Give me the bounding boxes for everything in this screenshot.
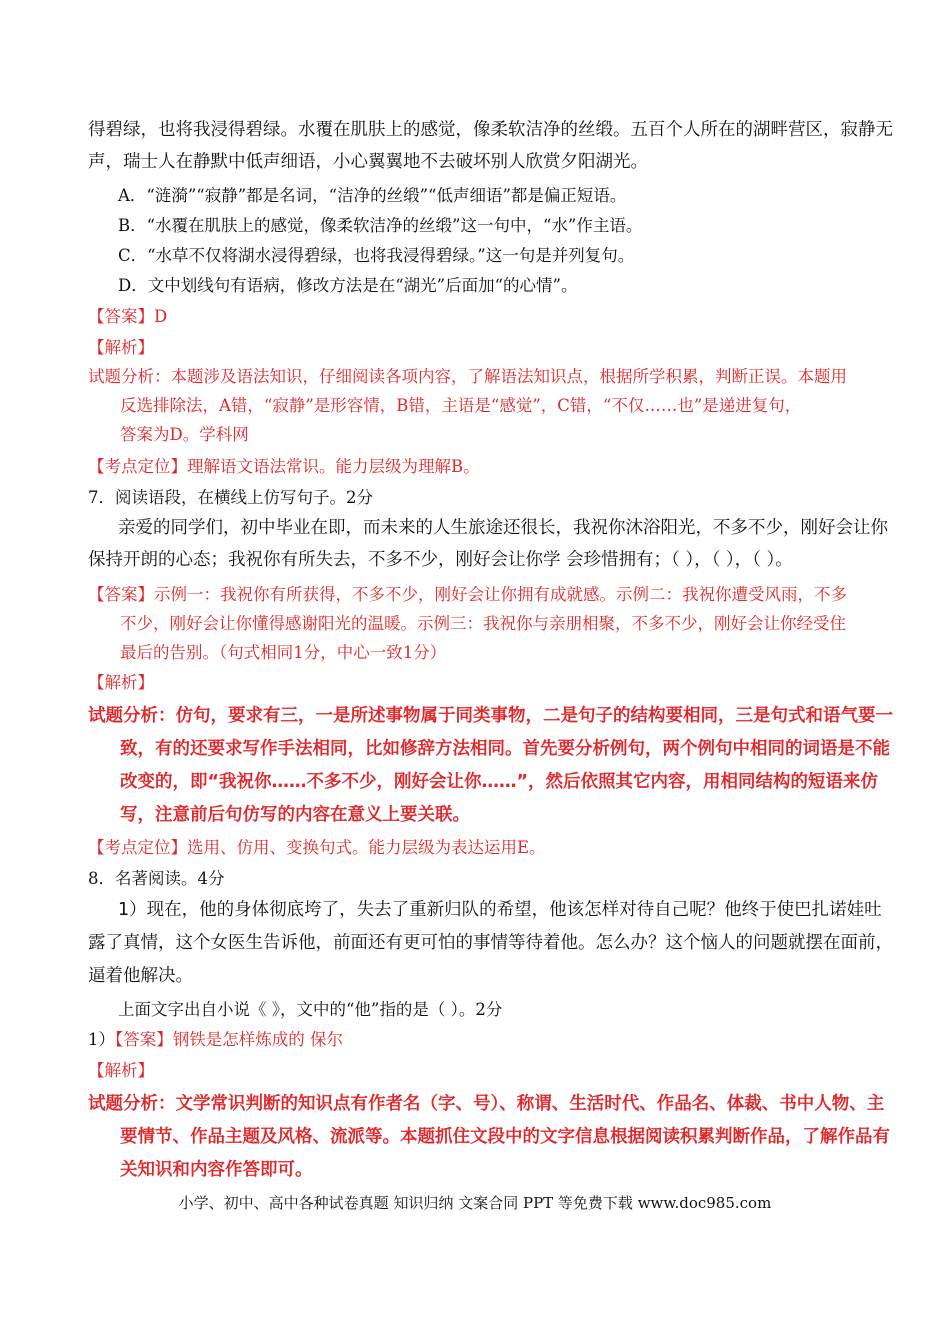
option-a: A．“涟漪”“寂静”都是名词，“洁净的丝缎”“低声细语”都是偏正短语。 [118, 186, 627, 205]
answer-block [88, 581, 870, 605]
answer-tag: 【答案】 [88, 307, 154, 326]
answer-line: 最后的告别。（句式相同1分，中心一致1分） [120, 643, 447, 662]
answer-block [88, 1026, 870, 1050]
analysis-line: 试题分析：文学常识判断的知识点有作者名（字、号）、称谓、生活时代、作品名、体裁、书中人物、主 [88, 1094, 885, 1114]
option-d: D．文中划线句有语病，修改方法是在“湖光”后面加“的心情”。 [118, 276, 578, 295]
analysis-line: 试题分析：本题涉及语法知识，仔细阅读各项内容，了解语法知识点，根据所学积累，判断正误。本题用 [88, 367, 847, 386]
answer-text: 钢铁是怎样炼成的 保尔 [172, 1030, 343, 1049]
passage-line: 逼着他解决。 [88, 966, 193, 986]
analysis-line: 改变的，即“我祝你……不多不少，刚好会让你……”，然后依照其它内容，用相同结构的短语来仿 [120, 772, 878, 792]
question-title: 7．阅读语段，在横线上仿写句子。2分 [88, 488, 373, 507]
passage-line: 1）现在，他的身体彻底垮了，失去了重新归队的希望，他该怎样对待自己呢？他终于使巴扎诺娃吐 [118, 900, 882, 920]
answer-tag: 【答案】 [115, 1030, 173, 1049]
analysis-line: 反选排除法，A错，“寂静”是形容情，B错，主语是“感觉”，C错，“不仅……也”是递进复句， [120, 396, 802, 415]
passage-line: 露了真情，这个女医生告诉他，前面还有更可怕的事情等待着他。怎么办？这个恼人的问题就摆在面前， [88, 933, 893, 953]
option-c: C．“水草不仅将湖水浸得碧绿，也将我浸得碧绿。”这一句是并列复句。 [118, 246, 635, 265]
answer-block [88, 303, 870, 327]
point-block [88, 834, 870, 858]
page-footer: 小学、初中、高中各种试卷真题 知识归纳 文案合同 PPT 等免费下载 www.doc985.com [178, 1194, 772, 1212]
analysis-line: 答案为D。学科网 [120, 425, 249, 444]
question-text: 上面文字出自小说《 》，文中的“他”指的是（ ）。2分 [118, 1000, 503, 1019]
question-title: 8．名著阅读。4分 [88, 869, 225, 888]
point-tag: 【考点定位】 [88, 457, 187, 476]
answer-tag: 【答案】 [88, 585, 154, 604]
answer-prefix: 1） [88, 1030, 115, 1049]
analysis-line: 试题分析：仿句，要求有三，一是所述事物属于同类事物，二是句子的结构要相同，三是句式和语气要一 [88, 706, 893, 726]
option-b: B．“水覆在肌肤上的感觉，像柔软洁净的丝缎”这一句中，“水”作主语。 [118, 216, 643, 235]
point-block [88, 453, 870, 477]
analysis-line: 关知识和内容作答即可。 [120, 1160, 313, 1180]
answer-text: 示例一：我祝你有所获得，不多不少，刚好会让你拥有成就感。示例二：我祝你遭受风雨，不多 [154, 585, 847, 604]
point-text: 选用、仿用、变换句式。能力层级为表达运用E。 [187, 838, 546, 857]
point-text: 理解语文语法常识。能力层级为理解B。 [187, 457, 480, 476]
analysis-tag: 【解析】 [88, 673, 154, 692]
passage-line: 保持开朗的心态；我祝你有所失去，不多不少，刚好会让你学 会珍惜拥有；（ ），（ ），（ ）。 [88, 550, 793, 570]
point-tag: 【考点定位】 [88, 838, 187, 857]
analysis-tag: 【解析】 [88, 1061, 154, 1080]
analysis-line: 写，注意前后句仿写的内容在意义上要关联。 [120, 805, 470, 825]
passage-line: 得碧绿，也将我浸得碧绿。水覆在肌肤上的感觉，像柔软洁净的丝缎。五百个人所在的湖畔营区，寂静无 [88, 120, 893, 140]
analysis-line: 要情节、作品主题及风格、流派等。本题抓住文段中的文字信息根据阅读积累判断作品，了解作品有 [120, 1127, 890, 1147]
answer-line: 不少，刚好会让你懂得感谢阳光的温暖。示例三：我祝你与亲朋相聚，不多不少，刚好会让你经受住 [120, 614, 846, 633]
answer-text: D [154, 307, 168, 326]
passage-line: 声，瑞士人在静默中低声细语，小心翼翼地不去破坏别人欣赏夕阳湖光。 [88, 152, 648, 172]
analysis-tag: 【解析】 [88, 338, 154, 357]
passage-line: 亲爱的同学们，初中毕业在即，而未来的人生旅途还很长，我祝你沐浴阳光，不多不少，刚好会让你 [118, 518, 888, 538]
analysis-line: 致，有的还要求写作手法相同，比如修辞方法相同。首先要分析例句，两个例句中相同的词语是不能 [120, 739, 890, 759]
